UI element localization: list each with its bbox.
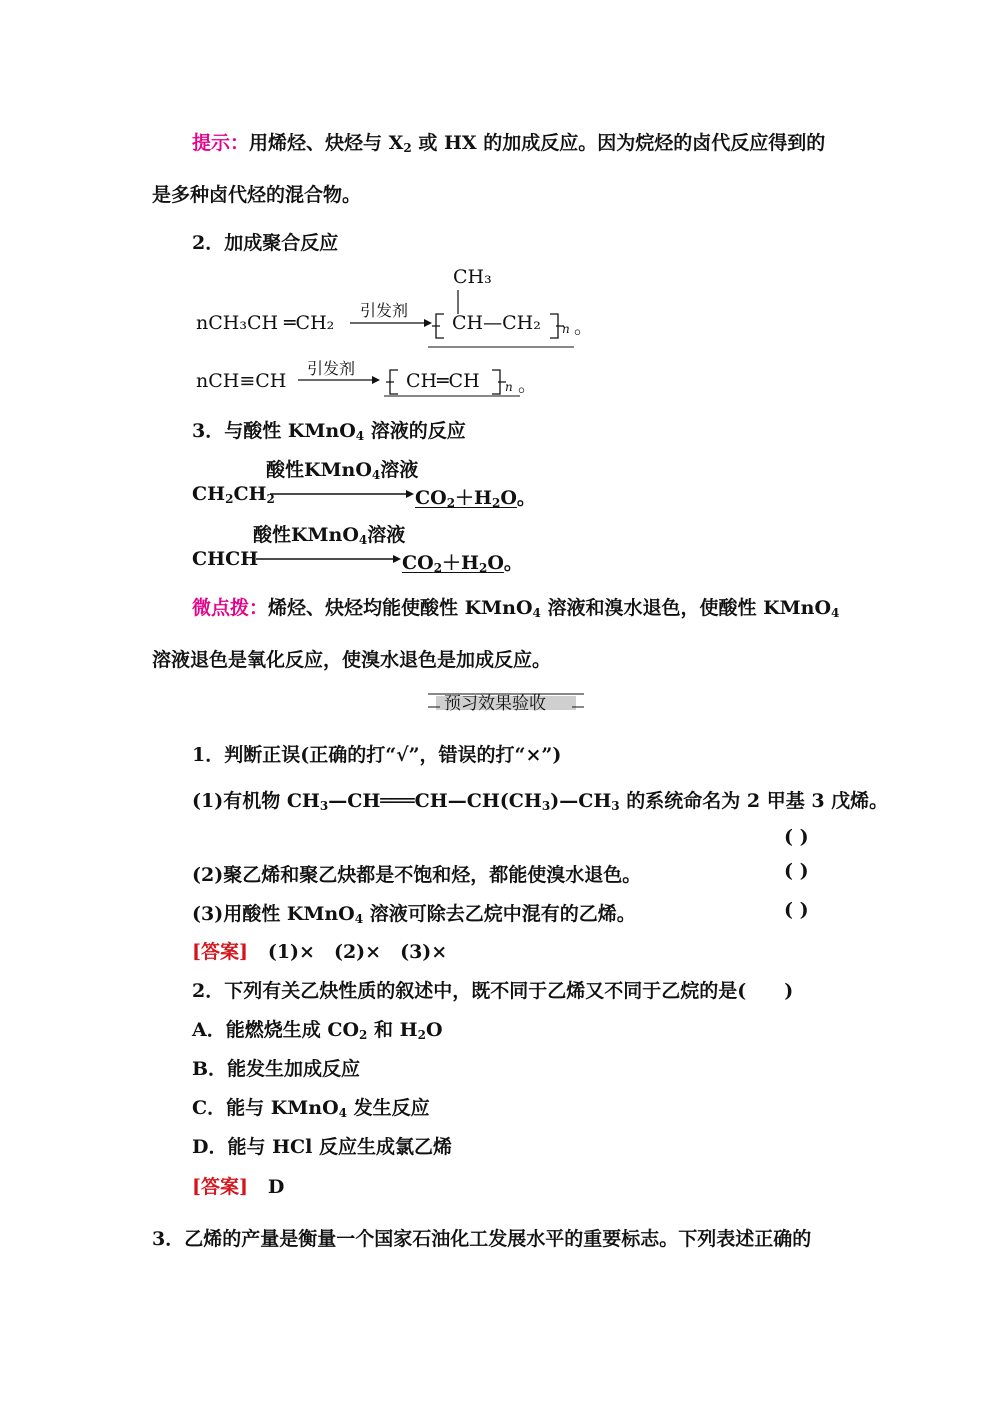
polymer1-end: 。 (574, 316, 594, 338)
arrow-icon (270, 489, 414, 499)
underline-rule (384, 395, 520, 398)
hint-line-1: 提示：用烯烃、炔烃与 $X_2$ 或 HX 的加成反应。因为烷烃的卤代反应得到的 (192, 132, 826, 155)
bond-line (456, 290, 460, 314)
q2-stem: 2．下列有关乙炔性质的叙述中，既不同于乙烯又不同于乙烷的是( ) (192, 980, 794, 1002)
section-header (428, 689, 584, 713)
q1-item-1: (1)有机物 $CH_3—CH═══CH—CH(CH_3)—CH_3$ 的系统命名为 2 甲基 3 戊烯。 (192, 790, 889, 813)
polymer2-n: n (505, 380, 513, 394)
tip-label: 微点拨： (192, 597, 269, 619)
q2-option-b: B．能发生加成反应 (192, 1058, 361, 1080)
polymer1-reagent: 引发剂 (360, 301, 409, 320)
reaction1-product: $CO_2+H_2O$。 (415, 487, 536, 510)
polymer1-branch: CH₃ (453, 266, 492, 288)
section-3-title: 3．与酸性 KMnO$_4$ 溶液的反应 (192, 420, 466, 443)
reaction1-reagent: 酸性KMnO$_4$溶液 (266, 459, 419, 482)
right-bracket-icon (490, 369, 506, 395)
answer-label: [答案] (192, 1176, 248, 1198)
arrow-icon (298, 375, 380, 385)
q1-answer: [答案] (1)× (2)× (3)× (192, 941, 448, 963)
q3-stem: 3．乙烯的产量是衡量一个国家石油化工发展水平的重要标志。下列表述正确的 (152, 1228, 812, 1250)
polymer1-n: n (562, 322, 570, 336)
polymer2-reagent: 引发剂 (307, 359, 356, 378)
q2-option-d: D．能与 HCl 反应生成氯乙烯 (192, 1136, 452, 1158)
reaction2-reagent: 酸性KMnO$_4$溶液 (253, 524, 406, 547)
polymer2-product: CH═CH (406, 370, 480, 392)
q1-item-2: (2)聚乙烯和聚乙炔都是不饱和烃，都能使溴水退色。 (192, 864, 642, 886)
hint-line-2: 是多种卤代烃的混合物。 (152, 184, 362, 206)
q2-answer: [答案] D (192, 1176, 285, 1198)
q2-option-c: C．能与 KMnO$_4$ 发生反应 (192, 1097, 430, 1120)
q1-item-1-blank: ( ) (784, 826, 809, 848)
section-header-label: 预习效果验收 (444, 694, 546, 714)
polymer1-product: CH—CH₂ (452, 312, 541, 334)
left-bracket-icon (432, 313, 448, 339)
q1-item-3: (3)用酸性 KMnO$_4$ 溶液可除去乙烷中混有的乙烯。 (192, 903, 636, 926)
arrow-icon (350, 318, 432, 328)
reaction2-product: $CO_2+H_2O$。 (402, 552, 523, 575)
hint-label: 提示： (192, 132, 250, 154)
polymer2-reactant: nCH≡CH (196, 370, 287, 392)
polymer1-reactant: nCH₃CH ═CH₂ (196, 312, 335, 334)
q1-item-3-blank: ( ) (784, 899, 809, 921)
q2-option-a: A．能燃烧生成 $CO_2$ 和 $H_2O$ (192, 1019, 443, 1042)
left-bracket-icon (386, 369, 402, 395)
reaction2-reactant: CHCH (192, 548, 259, 570)
answer-label: [答案] (192, 941, 248, 963)
arrow-icon (256, 554, 401, 564)
tip-line-2: 溶液退色是氧化反应，使溴水退色是加成反应。 (152, 649, 552, 671)
section-2-title: 2．加成聚合反应 (192, 232, 339, 254)
q1-item-2-blank: ( ) (784, 860, 809, 882)
tip-line-1: 微点拨：烯烃、炔烃均能使酸性 KMnO$_4$ 溶液和溴水退色，使酸性 KMnO$_4$ (192, 597, 840, 620)
reaction1-reactant: $CH_2CH_2$ (192, 483, 275, 506)
q1-title: 1．判断正误(正确的打“√”，错误的打“×”) (192, 744, 562, 766)
polymer2-end: 。 (518, 374, 538, 396)
underline-rule (428, 346, 574, 349)
